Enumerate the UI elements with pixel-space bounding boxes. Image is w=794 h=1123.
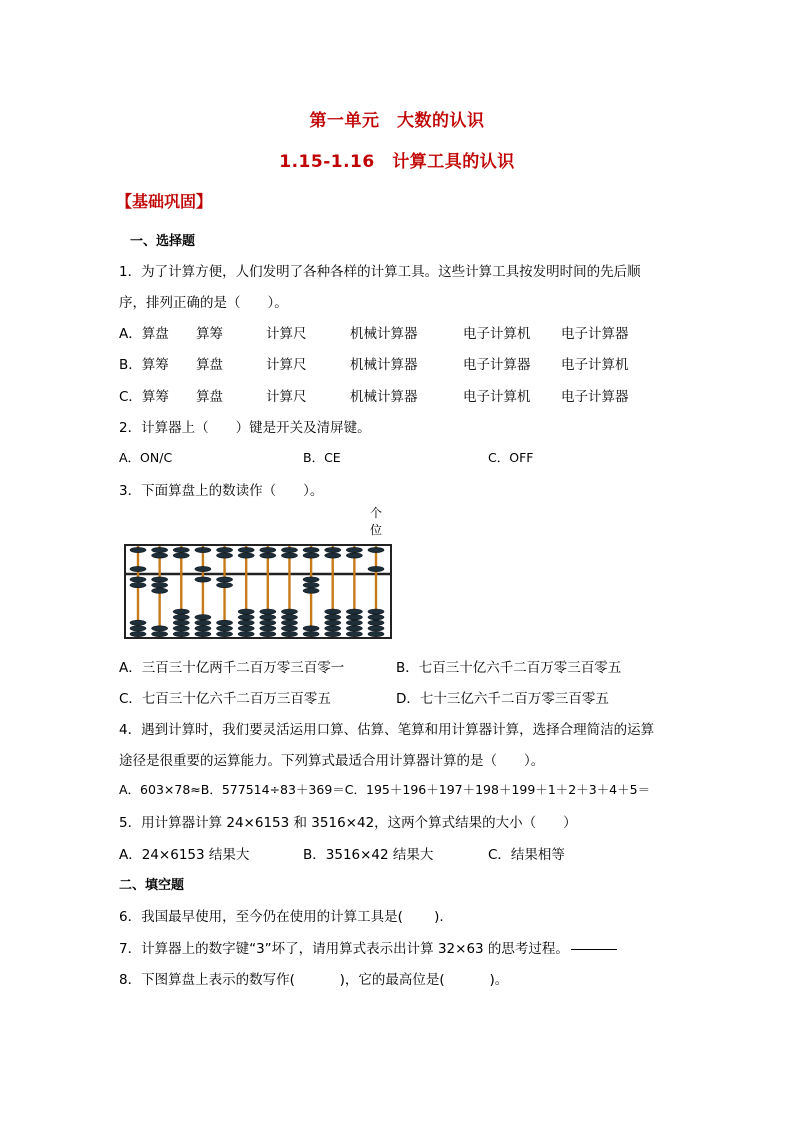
abacus-bead [260,553,276,558]
abacus-bead [325,615,341,620]
abacus-bead [173,615,189,620]
abacus-bead [238,631,254,636]
lesson-title: 1.15-1.16 计算工具的认识 [279,152,515,172]
q5-text: 5．用计算器计算 24×6153 和 3516×42，这两个算式结果的大小（ ） [119,815,577,831]
abacus-bead [325,626,341,631]
abacus-bead [238,609,254,614]
abacus-bead [195,566,211,571]
abacus-bead [303,588,319,593]
opt-cell: 电子计算器 [561,389,629,405]
abacus-bead [346,547,362,552]
abacus-bead [303,626,319,631]
opt-cell: 机械计算器 [350,326,418,342]
abacus-bead [152,631,168,636]
abacus-ones-label: 个位 [369,506,382,537]
q4-line1: 4．遇到计算时，我们要灵活运用口算、估算、笔算和用计算器计算，选择合理简洁的运算 [119,722,655,738]
q7-line [119,937,617,957]
abacus-bead [217,553,233,558]
abacus-bead [303,583,319,588]
opt-cell: 电子计算机 [463,326,531,342]
abacus-bead [130,620,146,625]
opt-cell: B．算筹 [119,357,169,373]
opt-cell: 电子计算器 [463,357,531,373]
abacus-bead [368,615,384,620]
opt-cell: 机械计算器 [350,389,418,405]
abacus-bead [238,626,254,631]
abacus-bead [217,626,233,631]
q5-option-b: B．3516×42 结果大 [303,847,434,863]
abacus-bead [368,620,384,625]
abacus-bead [346,620,362,625]
abacus-bead [152,577,168,582]
abacus-bead [260,620,276,625]
abacus-bead [368,609,384,614]
opt-cell: 电子计算器 [561,326,629,342]
abacus-bead [173,626,189,631]
abacus-bead [238,547,254,552]
opt-cell: 计算尺 [266,357,307,373]
abacus-bead [281,609,297,614]
opt-cell: 算盘 [196,389,223,405]
abacus-bead [130,583,146,588]
abacus-bead [152,547,168,552]
abacus-bead [260,547,276,552]
abacus-bead [152,626,168,631]
abacus-bead [368,547,384,552]
q1-line2: 序，排列正确的是（ ）。 [119,295,288,311]
abacus-bead [238,553,254,558]
abacus-bead [217,577,233,582]
opt-cell: 计算尺 [266,326,307,342]
abacus-bead [217,620,233,625]
part1-heading: 一、选择题 [130,234,196,249]
q3-option-a: A．三百三十亿两千二百万零三百零一 [119,660,345,676]
abacus-bead [195,577,211,582]
opt-cell: 计算尺 [266,389,307,405]
abacus-bead [325,609,341,614]
q4-options: A．603×78≈B．577514÷83＋369＝C．195＋196＋197＋198＋199＋1＋2＋3＋4＋5＝ [119,782,651,797]
abacus-bead [195,626,211,631]
opt-cell: A．算盘 [119,326,169,342]
abacus-bead [173,553,189,558]
abacus-bead [130,577,146,582]
unit-title: 第一单元 大数的认识 [309,111,485,131]
abacus-bead [281,626,297,631]
q1-line1: 1．为了计算方便，人们发明了各种各样的计算工具。这些计算工具按发明时间的先后顺 [119,264,641,280]
q3-option-c: C．七百三十亿六千二百万三百零五 [119,691,331,707]
abacus-bead [260,626,276,631]
q4-line2: 途径是很重要的运算能力。下列算式最适合用计算器计算的是（ ）。 [119,753,545,769]
abacus-bead [281,553,297,558]
abacus-bead [325,620,341,625]
abacus-bead [346,626,362,631]
abacus-bead [281,615,297,620]
q3-option-b: B．七百三十亿六千二百万零三百零五 [396,660,622,676]
q3-option-d: D．七十三亿六千二百万零三百零五 [396,691,609,707]
q5-option-c: C．结果相等 [488,847,565,863]
abacus-bead [281,631,297,636]
abacus-bead [130,631,146,636]
abacus-bead [281,547,297,552]
q2-option-c: C．OFF [488,450,534,465]
q2-option-b: B．CE [303,450,341,465]
q7-text: 7．计算器上的数字键“3”坏了，请用算式表示出计算 32×63 的思考过程。 [119,941,569,957]
abacus-bead [303,553,319,558]
abacus-bead [217,631,233,636]
abacus-bead [173,631,189,636]
abacus-bead [173,609,189,614]
abacus-bead [195,631,211,636]
q6-text: 6．我国最早使用，至今仍在使用的计算工具是( ). [119,909,444,925]
abacus-bead [152,583,168,588]
opt-cell: C．算筹 [119,389,169,405]
abacus-bead [368,626,384,631]
abacus-bead [281,620,297,625]
abacus-bead [346,615,362,620]
abacus-bead [173,547,189,552]
part2-heading: 二、填空题 [119,878,185,893]
abacus-bead [152,553,168,558]
abacus-bead [217,547,233,552]
q5-option-a: A．24×6153 结果大 [119,847,250,863]
opt-cell: 机械计算器 [350,357,418,373]
opt-cell: 算盘 [196,357,223,373]
abacus-bead [346,553,362,558]
q8-text: 8．下图算盘上表示的数写作( )，它的最高位是( )。 [119,972,509,988]
abacus-bead [325,631,341,636]
abacus-bead [238,620,254,625]
abacus-bead [368,631,384,636]
abacus-bead [303,631,319,636]
abacus-bead [130,626,146,631]
opt-cell: 电子计算机 [561,357,629,373]
abacus-bead [195,620,211,625]
q2-option-a: A．ON/C [119,450,173,465]
abacus-bead [260,615,276,620]
abacus-bead [152,588,168,593]
q3-text: 3．下面算盘上的数读作（ ）。 [119,483,324,499]
q7-answer-blank[interactable] [571,948,617,950]
abacus-bead [346,631,362,636]
abacus-bead [260,631,276,636]
section-label: 【基础巩固】 [116,192,213,211]
abacus-bead [346,609,362,614]
abacus-bead [130,547,146,552]
abacus-bead [195,615,211,620]
opt-cell: 电子计算机 [463,389,531,405]
opt-cell: 算筹 [196,326,223,342]
abacus-bead [368,566,384,571]
abacus-bead [325,547,341,552]
abacus-bead [303,547,319,552]
abacus-figure [124,544,392,639]
abacus-bead [238,615,254,620]
abacus-bead [173,620,189,625]
abacus-bead [217,583,233,588]
abacus-bead [260,609,276,614]
abacus-bead [130,566,146,571]
abacus-bead [303,577,319,582]
q2-text: 2．计算器上（ ）键是开关及清屏键。 [119,420,371,436]
abacus-bead [195,547,211,552]
abacus-bead [325,553,341,558]
